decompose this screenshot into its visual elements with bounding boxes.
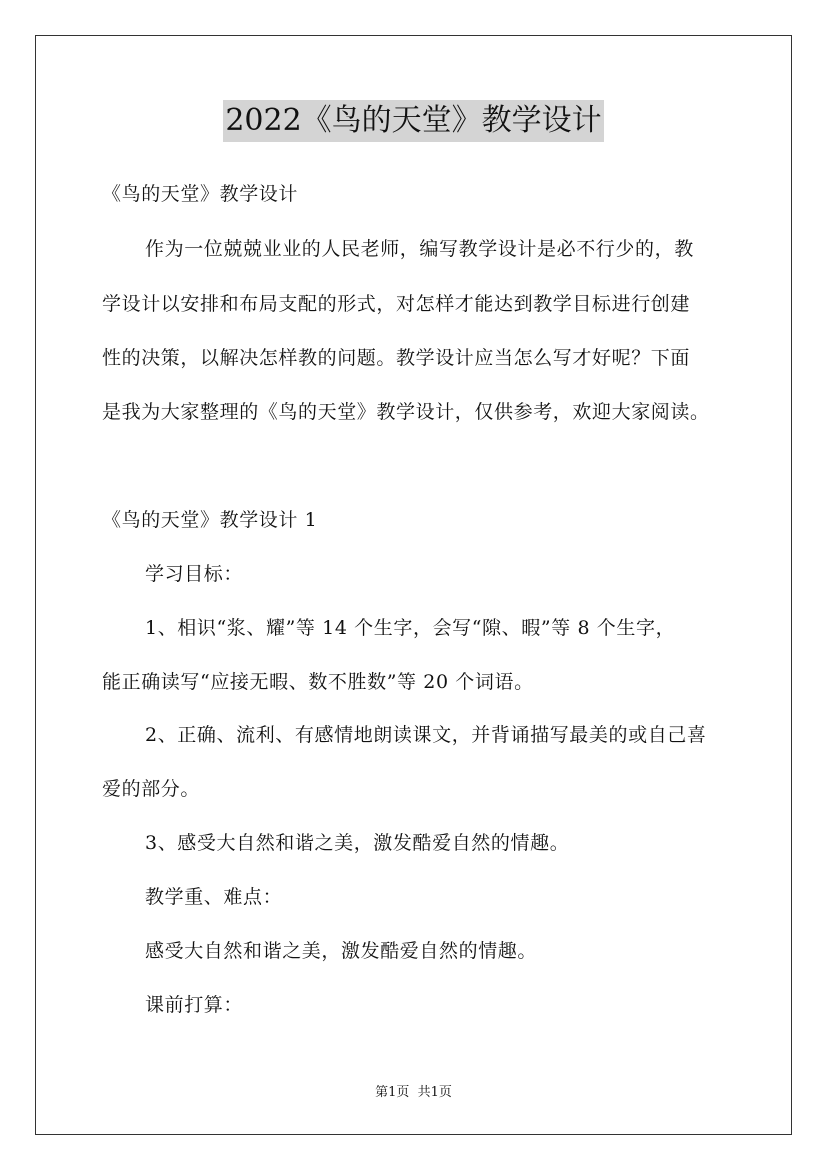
page-number: 第1页: [375, 1085, 410, 1100]
intro-line-3: 性的决策，以解决怎样教的问题。教学设计应当怎么写才好呢？下面: [102, 347, 691, 369]
subtitle: 《鸟的天堂》教学设计: [102, 183, 299, 205]
goals-heading: 学习目标：: [145, 563, 244, 585]
page-footer: [0, 1084, 827, 1102]
intro-line-1: 作为一位兢兢业业的人民老师，编写教学设计是必不行少的，教: [145, 238, 694, 260]
prep-heading: 课前打算：: [145, 994, 244, 1016]
document-title: 2022《鸟的天堂》教学设计: [223, 100, 603, 142]
goal-3: 3、感受大自然和谐之美，激发酷爱自然的情趣。: [145, 832, 570, 854]
title-wrap: [0, 100, 827, 142]
section-heading: 《鸟的天堂》教学设计 1: [102, 509, 318, 531]
key-points: 感受大自然和谐之美，激发酷爱自然的情趣。: [145, 940, 538, 962]
page-total: 共1页: [417, 1085, 452, 1100]
intro-line-4: 是我为大家整理的《鸟的天堂》教学设计，仅供参考，欢迎大家阅读。: [102, 401, 710, 423]
goal-2-line-1: 2、正确、流利、有感情地朗读课文，并背诵描写最美的或自己喜: [145, 724, 707, 746]
intro-line-2: 学设计以安排和布局支配的形式，对怎样才能达到教学目标进行创建: [102, 293, 691, 315]
key-points-heading: 教学重、难点：: [145, 886, 283, 908]
goal-1-line-1: 1、相识“浆、耀”等 14 个生字，会写“隙、暇”等 8 个生字，: [145, 617, 676, 639]
goal-2-line-2: 爱的部分。: [102, 778, 201, 800]
goal-1-line-2: 能正确读写“应接无暇、数不胜数”等 20 个词语。: [102, 671, 534, 693]
